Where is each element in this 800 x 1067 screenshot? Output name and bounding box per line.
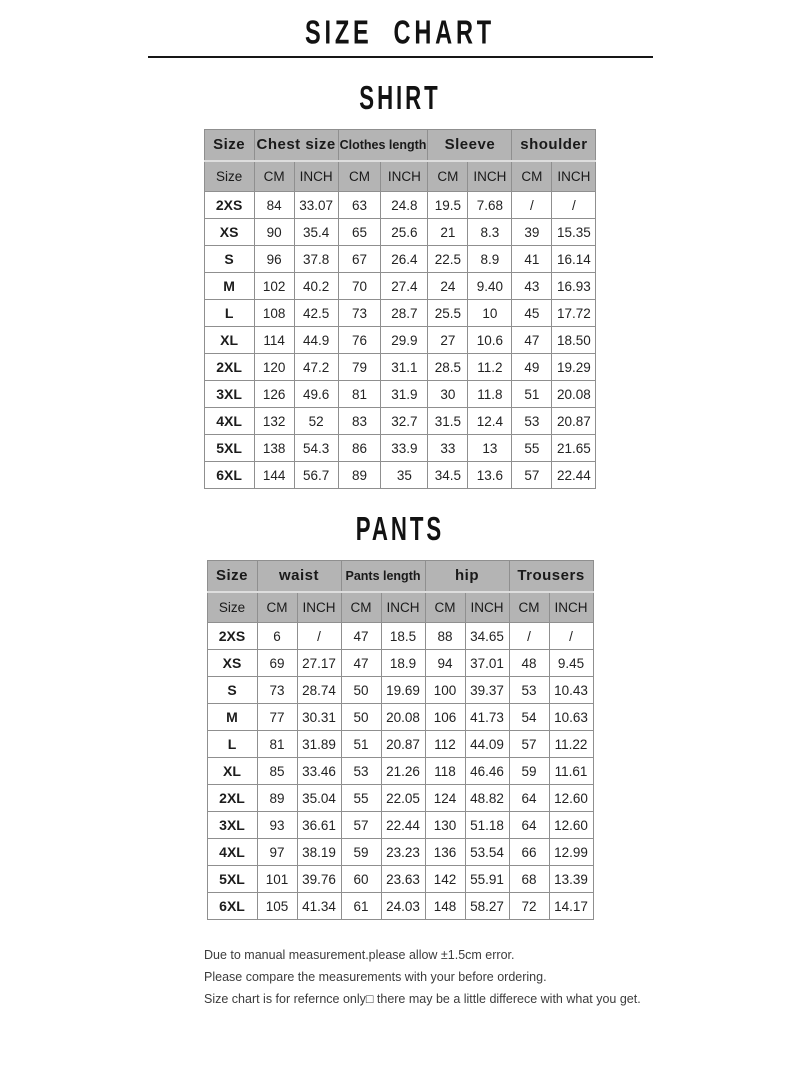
measurement-cell: 16.14 (552, 246, 596, 273)
measurement-cell: 24.03 (381, 893, 425, 920)
measurement-cell: 22.44 (552, 462, 596, 489)
measurement-cell: 24 (428, 273, 468, 300)
measurement-cell: 59 (509, 758, 549, 785)
column-unit-header: CM (428, 161, 468, 192)
column-group-header: Sleeve (428, 130, 512, 161)
measurement-cell: 27.4 (381, 273, 428, 300)
measurement-cell: 97 (257, 839, 297, 866)
size-label-cell: M (207, 704, 257, 731)
measurement-cell: 7.68 (468, 192, 512, 219)
table-row (204, 219, 596, 246)
measurement-cell: 39 (512, 219, 552, 246)
measurement-cell: 52 (294, 408, 338, 435)
measurement-cell: 21.65 (552, 435, 596, 462)
measurement-cell: 73 (338, 300, 381, 327)
measurement-cell: 47.2 (294, 354, 338, 381)
measurement-cell: 35 (381, 462, 428, 489)
measurement-cell: 41.34 (297, 893, 341, 920)
measurement-cell: 36.61 (297, 812, 341, 839)
measurement-cell: 45 (512, 300, 552, 327)
measurement-cell: 11.22 (549, 731, 593, 758)
measurement-cell: 24.8 (381, 192, 428, 219)
measurement-cell: 21 (428, 219, 468, 246)
group-header-row (204, 130, 596, 161)
measurement-cell: 10.43 (549, 677, 593, 704)
measurement-cell: 53 (509, 677, 549, 704)
pants-section (0, 513, 800, 920)
group-header-row (207, 561, 593, 592)
measurement-cell: 31.5 (428, 408, 468, 435)
measurement-cell: 53.54 (465, 839, 509, 866)
measurement-cell: 16.93 (552, 273, 596, 300)
measurement-cell: 20.08 (381, 704, 425, 731)
table-row (204, 381, 596, 408)
measurement-cell: 15.35 (552, 219, 596, 246)
measurement-cell: 51 (512, 381, 552, 408)
measurement-cell: 81 (257, 731, 297, 758)
measurement-cell: / (509, 623, 549, 650)
measurement-cell: 120 (254, 354, 294, 381)
column-group-header: waist (257, 561, 341, 592)
column-group-header: Size (204, 130, 254, 161)
measurement-cell: 48 (509, 650, 549, 677)
measurement-cell: 114 (254, 327, 294, 354)
measurement-cell: 126 (254, 381, 294, 408)
column-unit-header: INCH (552, 161, 596, 192)
measurement-cell: 39.37 (465, 677, 509, 704)
measurement-cell: 101 (257, 866, 297, 893)
size-label-cell: L (204, 300, 254, 327)
measurement-cell: 148 (425, 893, 465, 920)
measurement-cell: 13 (468, 435, 512, 462)
column-group-header: Size (207, 561, 257, 592)
column-unit-header: CM (257, 592, 297, 623)
size-label-cell: XS (204, 219, 254, 246)
table-row (204, 408, 596, 435)
measurement-cell: 18.9 (381, 650, 425, 677)
measurement-cell: 37.8 (294, 246, 338, 273)
measurement-cell: 59 (341, 839, 381, 866)
measurement-cell: 13.6 (468, 462, 512, 489)
measurement-cell: 31.9 (381, 381, 428, 408)
column-unit-header: INCH (294, 161, 338, 192)
measurement-cell: 13.39 (549, 866, 593, 893)
measurement-cell: 73 (257, 677, 297, 704)
column-group-header: Clothes length (338, 130, 428, 161)
table-row (207, 623, 593, 650)
page-title: SIZE CHART (305, 13, 495, 51)
measurement-cell: / (297, 623, 341, 650)
table-row (207, 866, 593, 893)
table-row (204, 300, 596, 327)
size-label-cell: M (204, 273, 254, 300)
measurement-cell: 48.82 (465, 785, 509, 812)
measurement-cell: 9.45 (549, 650, 593, 677)
measurement-cell: 132 (254, 408, 294, 435)
column-group-header: Pants length (341, 561, 425, 592)
measurement-cell: 14.17 (549, 893, 593, 920)
column-unit-header: INCH (465, 592, 509, 623)
measurement-cell: 22.05 (381, 785, 425, 812)
measurement-cell: 27.17 (297, 650, 341, 677)
size-label-cell: 4XL (207, 839, 257, 866)
measurement-cell: 57 (341, 812, 381, 839)
measurement-cell: 70 (338, 273, 381, 300)
measurement-cell: 53 (512, 408, 552, 435)
measurement-cell: 32.7 (381, 408, 428, 435)
measurement-cell: 12.4 (468, 408, 512, 435)
measurement-cell: 33 (428, 435, 468, 462)
table-row (207, 812, 593, 839)
column-unit-header: CM (341, 592, 381, 623)
measurement-cell: 66 (509, 839, 549, 866)
measurement-cell: 22.44 (381, 812, 425, 839)
measurement-cell: 19.69 (381, 677, 425, 704)
measurement-cell: 89 (257, 785, 297, 812)
measurement-cell: 108 (254, 300, 294, 327)
measurement-cell: 12.99 (549, 839, 593, 866)
table-row (204, 435, 596, 462)
measurement-cell: 31.1 (381, 354, 428, 381)
measurement-cell: 57 (509, 731, 549, 758)
measurement-cell: 41 (512, 246, 552, 273)
measurement-cell: 21.26 (381, 758, 425, 785)
measurement-cell: 50 (341, 677, 381, 704)
measurement-cell: 55 (512, 435, 552, 462)
size-label-cell: XL (207, 758, 257, 785)
size-label-cell: 3XL (207, 812, 257, 839)
measurement-cell: 10 (468, 300, 512, 327)
table-row (204, 327, 596, 354)
measurement-cell: 102 (254, 273, 294, 300)
measurement-cell: 60 (341, 866, 381, 893)
column-unit-header: INCH (381, 592, 425, 623)
size-label-cell: 2XS (204, 192, 254, 219)
measurement-cell: 29.9 (381, 327, 428, 354)
measurement-cell: 23.23 (381, 839, 425, 866)
measurement-cell: 64 (509, 812, 549, 839)
measurement-cell: 93 (257, 812, 297, 839)
pants-heading: PANTS (355, 511, 445, 548)
size-label-cell: S (204, 246, 254, 273)
table-row (207, 758, 593, 785)
footer-note-measurement-error: Due to manual measurement.please allow ±1.5cm error. (204, 948, 515, 962)
measurement-cell: 34.5 (428, 462, 468, 489)
column-unit-header: CM (512, 161, 552, 192)
measurement-cell: 76 (338, 327, 381, 354)
measurement-cell: 51.18 (465, 812, 509, 839)
measurement-cell: 10.6 (468, 327, 512, 354)
measurement-cell: 22.5 (428, 246, 468, 273)
table-row (207, 704, 593, 731)
measurement-cell: 28.7 (381, 300, 428, 327)
measurement-cell: 33.07 (294, 192, 338, 219)
measurement-cell: 56.7 (294, 462, 338, 489)
measurement-cell: 35.4 (294, 219, 338, 246)
measurement-cell: 19.5 (428, 192, 468, 219)
table-row (204, 192, 596, 219)
measurement-cell: 77 (257, 704, 297, 731)
measurement-cell: 57 (512, 462, 552, 489)
measurement-cell: 106 (425, 704, 465, 731)
table-row (204, 273, 596, 300)
measurement-cell: 42.5 (294, 300, 338, 327)
measurement-cell: 12.60 (549, 785, 593, 812)
measurement-cell: 58.27 (465, 893, 509, 920)
measurement-cell: 30 (428, 381, 468, 408)
measurement-cell: 44.09 (465, 731, 509, 758)
measurement-cell: 34.65 (465, 623, 509, 650)
size-label-cell: XS (207, 650, 257, 677)
size-label-cell: 6XL (204, 462, 254, 489)
measurement-cell: 46.46 (465, 758, 509, 785)
column-unit-header: CM (425, 592, 465, 623)
column-unit-header: INCH (297, 592, 341, 623)
measurement-cell: 35.04 (297, 785, 341, 812)
measurement-cell: 17.72 (552, 300, 596, 327)
column-group-header: Trousers (509, 561, 593, 592)
measurement-cell: 89 (338, 462, 381, 489)
size-label-cell: S (207, 677, 257, 704)
measurement-cell: 8.9 (468, 246, 512, 273)
size-label-cell: XL (204, 327, 254, 354)
size-label-cell: 2XL (207, 785, 257, 812)
measurement-cell: 55 (341, 785, 381, 812)
column-group-header: shoulder (512, 130, 596, 161)
table-row (204, 462, 596, 489)
measurement-cell: 64 (509, 785, 549, 812)
measurement-cell: 65 (338, 219, 381, 246)
column-unit-header: Size (207, 592, 257, 623)
measurement-cell: 41.73 (465, 704, 509, 731)
measurement-cell: 18.5 (381, 623, 425, 650)
measurement-cell: 88 (425, 623, 465, 650)
measurement-cell: 30.31 (297, 704, 341, 731)
measurement-cell: 33.46 (297, 758, 341, 785)
measurement-cell: 86 (338, 435, 381, 462)
measurement-cell: 142 (425, 866, 465, 893)
measurement-cell: 67 (338, 246, 381, 273)
measurement-cell: 10.63 (549, 704, 593, 731)
measurement-cell: 54.3 (294, 435, 338, 462)
title-divider (148, 56, 653, 58)
table-row (207, 650, 593, 677)
measurement-cell: 26.4 (381, 246, 428, 273)
measurement-cell: 136 (425, 839, 465, 866)
measurement-cell: 11.2 (468, 354, 512, 381)
measurement-cell: 81 (338, 381, 381, 408)
table-row (204, 354, 596, 381)
measurement-cell: 50 (341, 704, 381, 731)
column-unit-header: Size (204, 161, 254, 192)
measurement-cell: 63 (338, 192, 381, 219)
measurement-cell: 37.01 (465, 650, 509, 677)
table-row (207, 785, 593, 812)
table-row (204, 246, 596, 273)
measurement-cell: 20.87 (381, 731, 425, 758)
measurement-cell: 6 (257, 623, 297, 650)
column-unit-header: INCH (381, 161, 428, 192)
measurement-cell: 27 (428, 327, 468, 354)
column-unit-header: CM (254, 161, 294, 192)
pants-size-table (207, 560, 594, 920)
shirt-size-table (204, 129, 597, 489)
measurement-cell: 100 (425, 677, 465, 704)
measurement-cell: 39.76 (297, 866, 341, 893)
measurement-cell: 84 (254, 192, 294, 219)
measurement-cell: / (549, 623, 593, 650)
column-unit-header: CM (338, 161, 381, 192)
measurement-cell: 72 (509, 893, 549, 920)
shirt-section (0, 82, 800, 489)
measurement-cell: 54 (509, 704, 549, 731)
measurement-cell: 31.89 (297, 731, 341, 758)
footer-note-reference: Size chart is for refernce only□ there may be a little differece with what you get. (204, 992, 641, 1006)
measurement-cell: 20.87 (552, 408, 596, 435)
footer-note-compare: Please compare the measurements with your before ordering. (204, 970, 547, 984)
size-label-cell: L (207, 731, 257, 758)
measurement-cell: 105 (257, 893, 297, 920)
measurement-cell: 124 (425, 785, 465, 812)
footer-notes (204, 944, 800, 1010)
column-group-header: hip (425, 561, 509, 592)
measurement-cell: / (512, 192, 552, 219)
size-label-cell: 5XL (204, 435, 254, 462)
measurement-cell: 43 (512, 273, 552, 300)
measurement-cell: 49.6 (294, 381, 338, 408)
measurement-cell: 83 (338, 408, 381, 435)
measurement-cell: 53 (341, 758, 381, 785)
table-row (207, 893, 593, 920)
measurement-cell: 47 (341, 623, 381, 650)
measurement-cell: 20.08 (552, 381, 596, 408)
unit-header-row (204, 161, 596, 192)
measurement-cell: 12.60 (549, 812, 593, 839)
measurement-cell: 25.6 (381, 219, 428, 246)
measurement-cell: 11.8 (468, 381, 512, 408)
measurement-cell: 51 (341, 731, 381, 758)
measurement-cell: 28.5 (428, 354, 468, 381)
measurement-cell: 69 (257, 650, 297, 677)
size-label-cell: 4XL (204, 408, 254, 435)
measurement-cell: 33.9 (381, 435, 428, 462)
measurement-cell: 130 (425, 812, 465, 839)
measurement-cell: 49 (512, 354, 552, 381)
measurement-cell: 9.40 (468, 273, 512, 300)
size-label-cell: 6XL (207, 893, 257, 920)
column-unit-header: INCH (468, 161, 512, 192)
measurement-cell: 38.19 (297, 839, 341, 866)
measurement-cell: 138 (254, 435, 294, 462)
shirt-heading: SHIRT (359, 80, 441, 117)
measurement-cell: 40.2 (294, 273, 338, 300)
size-label-cell: 2XS (207, 623, 257, 650)
measurement-cell: 118 (425, 758, 465, 785)
measurement-cell: 85 (257, 758, 297, 785)
measurement-cell: 44.9 (294, 327, 338, 354)
column-unit-header: CM (509, 592, 549, 623)
measurement-cell: 8.3 (468, 219, 512, 246)
column-unit-header: INCH (549, 592, 593, 623)
measurement-cell: 47 (512, 327, 552, 354)
measurement-cell: 18.50 (552, 327, 596, 354)
table-row (207, 677, 593, 704)
measurement-cell: 68 (509, 866, 549, 893)
measurement-cell: 94 (425, 650, 465, 677)
measurement-cell: 61 (341, 893, 381, 920)
size-label-cell: 3XL (204, 381, 254, 408)
table-row (207, 731, 593, 758)
measurement-cell: 19.29 (552, 354, 596, 381)
measurement-cell: 79 (338, 354, 381, 381)
measurement-cell: 28.74 (297, 677, 341, 704)
measurement-cell: 112 (425, 731, 465, 758)
column-group-header: Chest size (254, 130, 338, 161)
measurement-cell: 25.5 (428, 300, 468, 327)
size-label-cell: 5XL (207, 866, 257, 893)
unit-header-row (207, 592, 593, 623)
measurement-cell: 47 (341, 650, 381, 677)
measurement-cell: 96 (254, 246, 294, 273)
measurement-cell: 55.91 (465, 866, 509, 893)
measurement-cell: 23.63 (381, 866, 425, 893)
measurement-cell: 11.61 (549, 758, 593, 785)
measurement-cell: 90 (254, 219, 294, 246)
table-row (207, 839, 593, 866)
measurement-cell: / (552, 192, 596, 219)
size-label-cell: 2XL (204, 354, 254, 381)
measurement-cell: 144 (254, 462, 294, 489)
